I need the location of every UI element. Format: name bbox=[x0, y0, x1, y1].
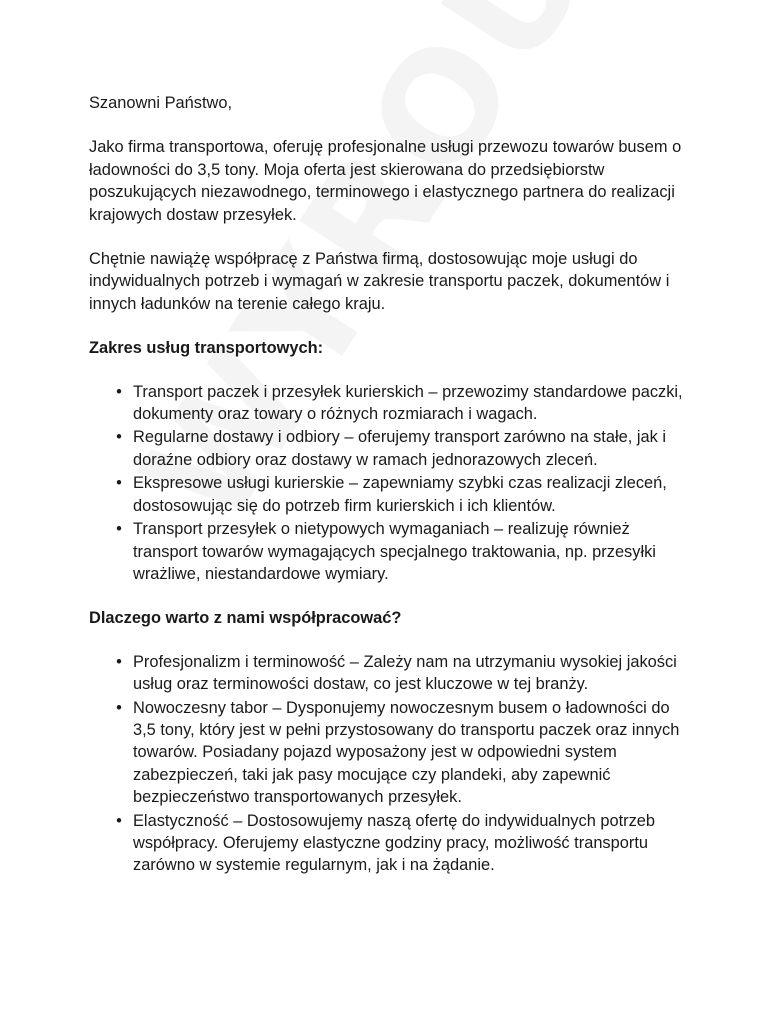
list-item-text: Ekspresowe usługi kurierskie – zapewniamy szybki czas realizacji zleceń, dostosowując się do potrzeb firm kurierskich i ich klientów. bbox=[133, 474, 667, 515]
bullet-icon: • bbox=[116, 428, 122, 447]
list-item bbox=[89, 651, 689, 696]
bullet-icon: • bbox=[116, 382, 122, 401]
list-item-text: Profesjonalizm i terminowość – Zależy nam na utrzymaniu wysokiej jakości usług oraz terminowości dostaw, co jest kluczowe w tej branży. bbox=[133, 652, 677, 694]
list-item bbox=[89, 697, 689, 809]
list-item-text: Nowoczesny tabor – Dysponujemy nowoczesnym busem o ładowności do 3,5 tony, który jest w pełni przystosowany do transportu paczek oraz innych towarów. Posiadany pojazd wyposażony jest w odpowiedni system zabezpieczeń, taki jak pasy mocujące czy plandeki, aby zapewnić bezpieczeństwo transportowanych przesyłek. bbox=[133, 698, 680, 807]
bullet-icon: • bbox=[116, 474, 122, 493]
intro-paragraph: Jako firma transportowa, oferuję profesjonalne usługi przewozu towarów busem o ładowności do 3,5 tony. Moja oferta jest skierowana do przedsiębiorstw poszukujących niezawodnego, terminowego i elastycznego partnera do realizacji krajowych dostaw przesyłek. bbox=[89, 138, 682, 224]
letter-body bbox=[89, 92, 689, 878]
bullet-icon: • bbox=[116, 698, 122, 717]
bullet-icon: • bbox=[116, 811, 122, 830]
list-item-text: Regularne dostawy i odbiory – oferujemy transport zarówno na stałe, jak i doraźne odbiory oraz dostawy w ramach jednorazowych zleceń. bbox=[133, 428, 666, 469]
reasons-list bbox=[89, 651, 689, 877]
bullet-icon: • bbox=[116, 520, 122, 539]
list-item bbox=[89, 518, 689, 585]
list-item-text: Transport paczek i przesyłek kurierskich – przewozimy standardowe paczki, dokumenty oraz towary o różnych rozmiarach i wagach. bbox=[133, 382, 683, 424]
list-item bbox=[89, 381, 689, 426]
salutation: Szanowni Państwo, bbox=[89, 94, 233, 112]
list-item bbox=[89, 810, 689, 877]
list-item-text: Transport przesyłek o nietypowych wymaganiach – realizuję również transport towarów wymagających specjalnego traktowania, np. przesyłki wrażliwe, niestandardowe wymiary. bbox=[133, 520, 656, 583]
bullet-icon: • bbox=[116, 652, 122, 671]
services-heading: Zakres usług transportowych: bbox=[89, 339, 324, 358]
why-heading: Dlaczego warto z nami współpracować? bbox=[89, 609, 402, 628]
cooperation-paragraph: Chętnie nawiążę współpracę z Państwa firmą, dostosowując moje usługi do indywidualnych potrzeb i wymagań w zakresie transportu paczek, dokumentów i innych ładunków na terenie całego kraju. bbox=[89, 250, 670, 313]
list-item-text: Elastyczność – Dostosowujemy naszą ofertę do indywidualnych potrzeb współpracy. Oferujemy elastyczne godziny pracy, możliwość transportu zarówno w systemie regularnym, jak i na żądanie. bbox=[133, 811, 656, 875]
services-list bbox=[89, 381, 689, 586]
list-item bbox=[89, 472, 689, 517]
list-item bbox=[89, 426, 689, 471]
